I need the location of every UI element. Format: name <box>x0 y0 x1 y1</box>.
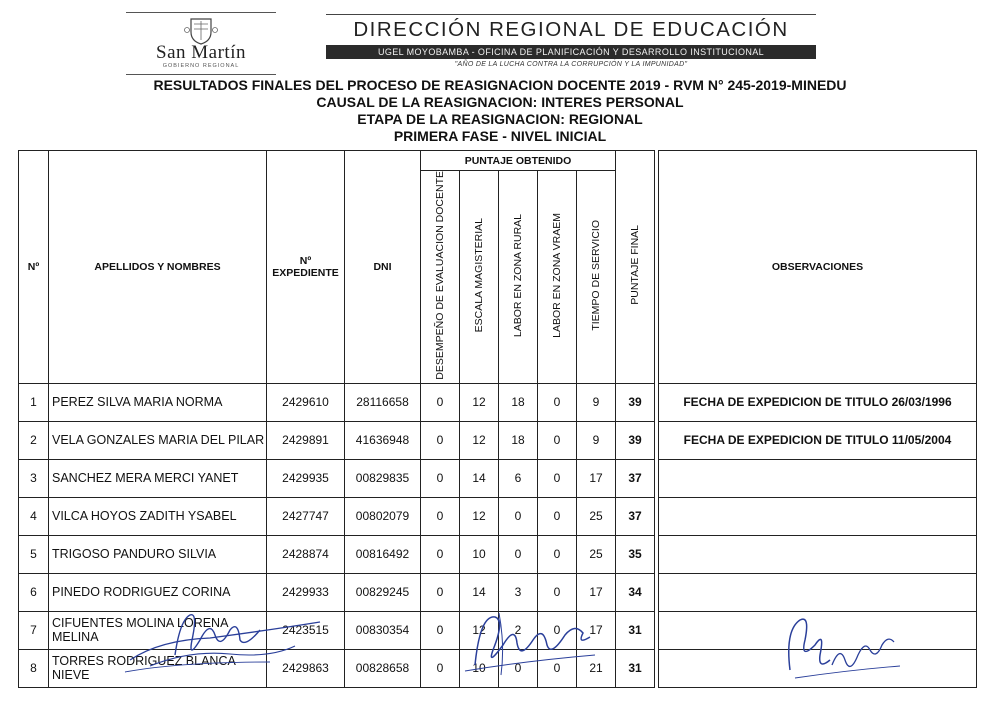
cell-e: 12 <box>460 421 499 459</box>
col-header-rural: LABOR EN ZONA RURAL <box>512 213 524 337</box>
cell-f: 35 <box>616 535 655 573</box>
cell-s: 21 <box>577 649 616 687</box>
main-title: RESULTADOS FINALES DEL PROCESO DE REASIGNACION DOCENTE 2019 - RVM N° 245-2019-MINEDU <box>153 77 847 93</box>
subtitle-causal: CAUSAL DE LA REASIGNACION: INTERES PERSONAL <box>316 94 684 110</box>
cell-exp: 2429935 <box>267 459 345 497</box>
cell-e: 12 <box>460 611 499 649</box>
cell-n: 5 <box>19 535 49 573</box>
cell-exp: 2428874 <box>267 535 345 573</box>
cell-r: 0 <box>499 649 538 687</box>
cell-observaciones: FECHA DE EXPEDICION DE TITULO 26/03/1996 <box>659 383 977 421</box>
signature-3 <box>770 600 920 690</box>
cell-v: 0 <box>538 383 577 421</box>
cell-f: 31 <box>616 611 655 649</box>
cell-r: 18 <box>499 421 538 459</box>
regional-government-logo <box>126 12 276 74</box>
col-header-desempeno: DESEMPEÑO DE EVALUACION DOCENTE <box>434 171 446 380</box>
cell-name: VELA GONZALES MARIA DEL PILAR <box>49 421 267 459</box>
cell-dni: 00830354 <box>345 611 421 649</box>
cell-d: 0 <box>421 497 460 535</box>
col-header-escala: ESCALA MAGISTERIAL <box>473 218 485 333</box>
col-header-dni: DNI <box>345 151 421 384</box>
cell-exp: 2429610 <box>267 383 345 421</box>
document-titles <box>0 77 1000 145</box>
cell-name: VILCA HOYOS ZADITH YSABEL <box>49 497 267 535</box>
cell-v: 0 <box>538 573 577 611</box>
col-header-vraem: LABOR EN ZONA VRAEM <box>551 212 563 338</box>
cell-s: 9 <box>577 421 616 459</box>
signature-1 <box>120 600 350 680</box>
table-row <box>19 383 977 421</box>
cell-n: 7 <box>19 611 49 649</box>
logo-subtitle: GOBIERNO REGIONAL <box>162 63 240 69</box>
cell-s: 17 <box>577 611 616 649</box>
cell-exp: 2429891 <box>267 421 345 459</box>
cell-dni: 00828658 <box>345 649 421 687</box>
cell-e: 14 <box>460 573 499 611</box>
cell-v: 0 <box>538 535 577 573</box>
cell-name: TORRES RODRIGUEZ BLANCA NIEVE <box>49 649 267 687</box>
cell-n: 3 <box>19 459 49 497</box>
cell-e: 12 <box>460 383 499 421</box>
cell-d: 0 <box>421 459 460 497</box>
col-header-final: PUNTAJE FINAL <box>629 225 641 306</box>
cell-exp: 2423515 <box>267 611 345 649</box>
cell-v: 0 <box>538 421 577 459</box>
cell-s: 25 <box>577 535 616 573</box>
cell-v: 0 <box>538 611 577 649</box>
cell-exp: 2429863 <box>267 649 345 687</box>
organization-motto: "AÑO DE LA LUCHA CONTRA LA CORRUPCIÓN Y LA IMPUNIDAD" <box>454 61 688 68</box>
col-header-name: APELLIDOS Y NOMBRES <box>49 151 267 384</box>
cell-name: CIFUENTES MOLINA LORENA MELINA <box>49 611 267 649</box>
cell-f: 31 <box>616 649 655 687</box>
cell-observaciones: FECHA DE EXPEDICION DE TITULO 11/05/2004 <box>659 421 977 459</box>
cell-r: 6 <box>499 459 538 497</box>
cell-name: TRIGOSO PANDURO SILVIA <box>49 535 267 573</box>
cell-name: PEREZ SILVA MARIA NORMA <box>49 383 267 421</box>
cell-name: SANCHEZ MERA MERCI YANET <box>49 459 267 497</box>
signature-2 <box>455 605 605 680</box>
subtitle-fase: PRIMERA FASE - NIVEL INICIAL <box>393 128 607 144</box>
col-header-expediente: Nº EXPEDIENTE <box>267 151 345 384</box>
cell-name: PINEDO RODRIGUEZ CORINA <box>49 573 267 611</box>
cell-n: 6 <box>19 573 49 611</box>
table-row <box>19 497 977 535</box>
organization-band: UGEL MOYOBAMBA - OFICINA DE PLANIFICACIÓN Y DESARROLLO INSTITUCIONAL <box>326 45 816 59</box>
subtitle-etapa: ETAPA DE LA REASIGNACION: REGIONAL <box>357 111 643 127</box>
cell-r: 2 <box>499 611 538 649</box>
cell-observaciones <box>659 535 977 573</box>
cell-observaciones <box>659 497 977 535</box>
cell-dni: 00829245 <box>345 573 421 611</box>
cell-r: 0 <box>499 497 538 535</box>
cell-s: 25 <box>577 497 616 535</box>
cell-e: 10 <box>460 649 499 687</box>
cell-n: 8 <box>19 649 49 687</box>
cell-f: 34 <box>616 573 655 611</box>
col-header-obs: OBSERVACIONES <box>659 151 977 384</box>
logo-name: San Martín <box>156 42 246 63</box>
cell-r: 0 <box>499 535 538 573</box>
cell-s: 9 <box>577 383 616 421</box>
cell-d: 0 <box>421 611 460 649</box>
col-header-puntaje-group: PUNTAJE OBTENIDO <box>421 151 616 171</box>
cell-v: 0 <box>538 497 577 535</box>
cell-f: 39 <box>616 383 655 421</box>
cell-exp: 2429933 <box>267 573 345 611</box>
organization-title: DIRECCIÓN REGIONAL DE EDUCACIÓN <box>353 18 789 41</box>
cell-d: 0 <box>421 649 460 687</box>
cell-v: 0 <box>538 649 577 687</box>
cell-f: 39 <box>616 421 655 459</box>
col-header-servicio: TIEMPO DE SERVICIO <box>590 220 602 331</box>
cell-d: 0 <box>421 535 460 573</box>
cell-n: 1 <box>19 383 49 421</box>
cell-n: 4 <box>19 497 49 535</box>
cell-v: 0 <box>538 459 577 497</box>
document-header <box>0 0 1000 150</box>
cell-dni: 00802079 <box>345 497 421 535</box>
cell-dni: 00816492 <box>345 535 421 573</box>
cell-d: 0 <box>421 421 460 459</box>
cell-f: 37 <box>616 497 655 535</box>
col-header-num: Nº <box>19 151 49 384</box>
table-row <box>19 535 977 573</box>
cell-d: 0 <box>421 573 460 611</box>
cell-n: 2 <box>19 421 49 459</box>
cell-e: 14 <box>460 459 499 497</box>
cell-dni: 00829835 <box>345 459 421 497</box>
cell-observaciones <box>659 459 977 497</box>
table-row <box>19 459 977 497</box>
table-row <box>19 421 977 459</box>
cell-s: 17 <box>577 459 616 497</box>
cell-e: 10 <box>460 535 499 573</box>
cell-d: 0 <box>421 383 460 421</box>
cell-f: 37 <box>616 459 655 497</box>
cell-exp: 2427747 <box>267 497 345 535</box>
cell-r: 3 <box>499 573 538 611</box>
cell-e: 12 <box>460 497 499 535</box>
cell-s: 17 <box>577 573 616 611</box>
cell-r: 18 <box>499 383 538 421</box>
cell-dni: 28116658 <box>345 383 421 421</box>
col-header-final-cell <box>616 151 655 384</box>
cell-dni: 41636948 <box>345 421 421 459</box>
